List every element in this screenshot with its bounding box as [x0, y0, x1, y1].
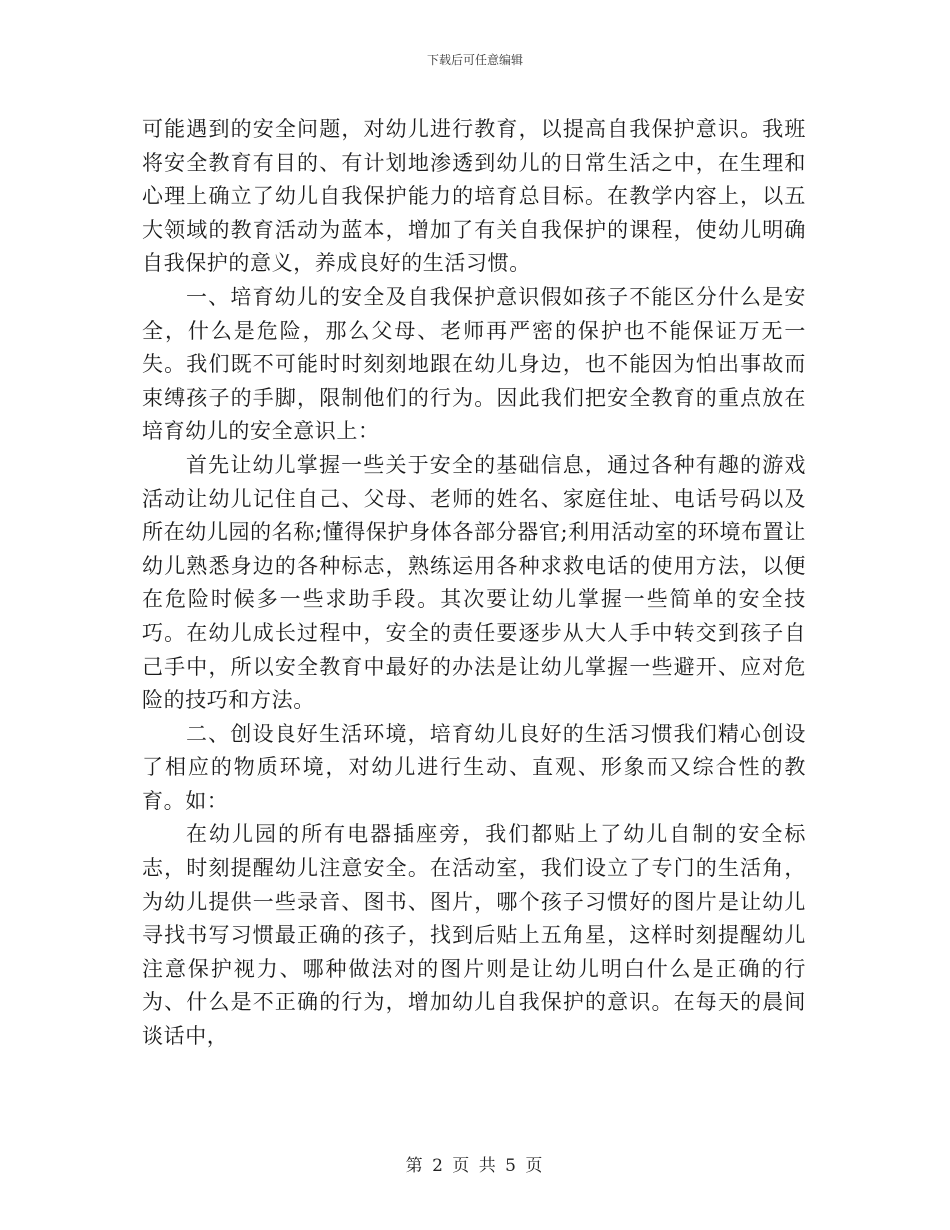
paragraph-5: 在幼儿园的所有电器插座旁，我们都贴上了幼儿自制的安全标志，时刻提醒幼儿注意安全。在活动室，我们设立了专门的生活角，为幼儿提供一些录音、图书、图片，哪个孩子习惯好的图片是让幼儿寻找书写习惯最正确的孩子，找到后贴上五角星，这样时刻提醒幼儿注意保护视力、哪种做法对的图片则是让幼儿明白什么是正确的行为、什么是不正确的行为，增加幼儿自我保护的意识。在每天的晨间谈话中，: [142, 822, 806, 1049]
paragraph-1: 可能遇到的安全问题，对幼儿进行教育，以提高自我保护意识。我班将安全教育有目的、有计划地渗透到幼儿的日常生活之中，在生理和心理上确立了幼儿自我保护能力的培育总目标。在教学内容上，以五大领域的教育活动为蓝本，增加了有关自我保护的课程，使幼儿明确自我保护的意义，养成良好的生活习惯。: [142, 117, 806, 276]
document-body: [142, 113, 806, 1054]
page-number-footer: 第 2 页 共 5 页: [405, 1156, 545, 1176]
paragraph-2: 一、培育幼儿的安全及自我保护意识假如孩子不能区分什么是安全，什么是危险，那么父母、老师再严密的保护也不能保证万无一失。我们既不可能时时刻刻地跟在幼儿身边，也不能因为怕出事故而束缚孩子的手脚，限制他们的行为。因此我们把安全教育的重点放在培育幼儿的安全意识上：: [142, 284, 806, 444]
paragraph-4: 二、创设良好生活环境，培育幼儿良好的生活习惯我们精心创设了相应的物质环境，对幼儿进行生动、直观、形象而又综合性的教育。如：: [142, 721, 806, 813]
paragraph-3: 首先让幼儿掌握一些关于安全的基础信息，通过各种有趣的游戏活动让幼儿记住自己、父母、老师的姓名、家庭住址、电话号码以及所在幼儿园的名称;懂得保护身体各部分器官;利用活动室的环境布置让幼儿熟悉身边的各种标志，熟练运用各种求救电话的使用方法，以便在危险时候多一些求助手段。其次要让幼儿掌握一些简单的安全技巧。在幼儿成长过程中，安全的责任要逐步从大人手中转交到孩子自己手中，所以安全教育中最好的办法是让幼儿掌握一些避开、应对危险的技巧和方法。: [142, 452, 806, 713]
page-header-note: 下载后可任意编辑: [426, 53, 523, 67]
